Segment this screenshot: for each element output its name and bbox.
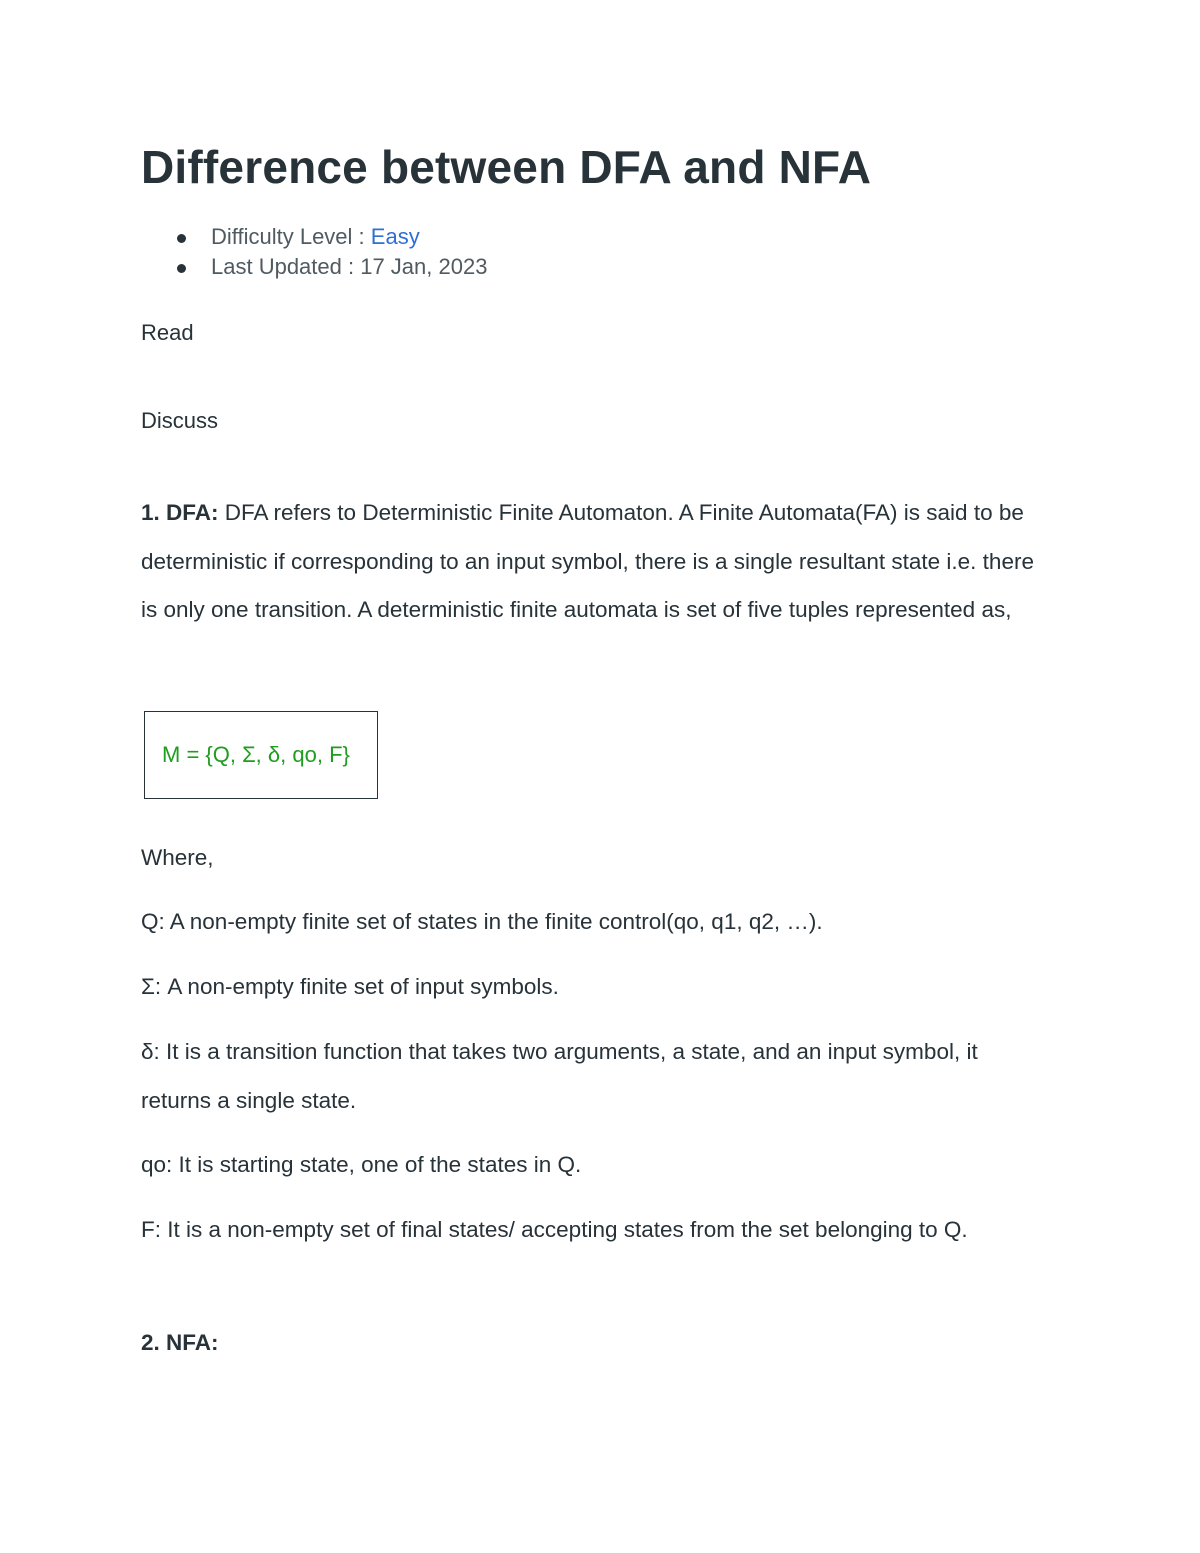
dfa-heading: 1. DFA: <box>141 500 219 525</box>
difficulty-value-link[interactable]: Easy <box>370 224 420 249</box>
formula-text: M = {Q, Σ, δ, qo, F} <box>162 742 350 767</box>
definition-f: F: It is a non-empty set of final states/ accepting states from the set belonging to Q. <box>141 1217 968 1242</box>
definition-sigma: Σ: A non-empty finite set of input symbols. <box>141 974 559 999</box>
article-meta <box>141 222 487 282</box>
definition-delta: δ: It is a transition function that takes two arguments, a state, and an input symbol, it returns a single state. <box>141 1039 978 1113</box>
bullet-icon <box>177 234 186 243</box>
formula-box <box>144 711 378 799</box>
updated-label: Last Updated : <box>211 254 361 279</box>
definition-q: Q: A non-empty finite set of states in the finite control(qo, q1, q2, …). <box>141 909 823 934</box>
bullet-icon <box>177 264 186 273</box>
read-link[interactable]: Read <box>141 320 194 345</box>
discuss-link[interactable]: Discuss <box>141 408 219 433</box>
last-updated <box>141 252 487 282</box>
dfa-text: DFA refers to Deterministic Finite Automaton. A Finite Automata(FA) is said to be deterministic if corresponding to an input symbol, there is a single resultant state i.e. there is only one transition. A deterministic finite automata is set of five tuples represented as, <box>141 500 1034 622</box>
dfa-paragraph <box>141 489 1051 635</box>
nfa-heading: 2. NFA: <box>141 1330 219 1355</box>
page-title: Difference between DFA and NFA <box>141 141 872 193</box>
difficulty-level <box>141 222 487 252</box>
updated-value: 17 Jan, 2023 <box>360 254 488 279</box>
where-label: Where, <box>141 845 214 870</box>
difficulty-label: Difficulty Level : <box>211 224 371 249</box>
definition-qo: qo: It is starting state, one of the states in Q. <box>141 1152 582 1177</box>
